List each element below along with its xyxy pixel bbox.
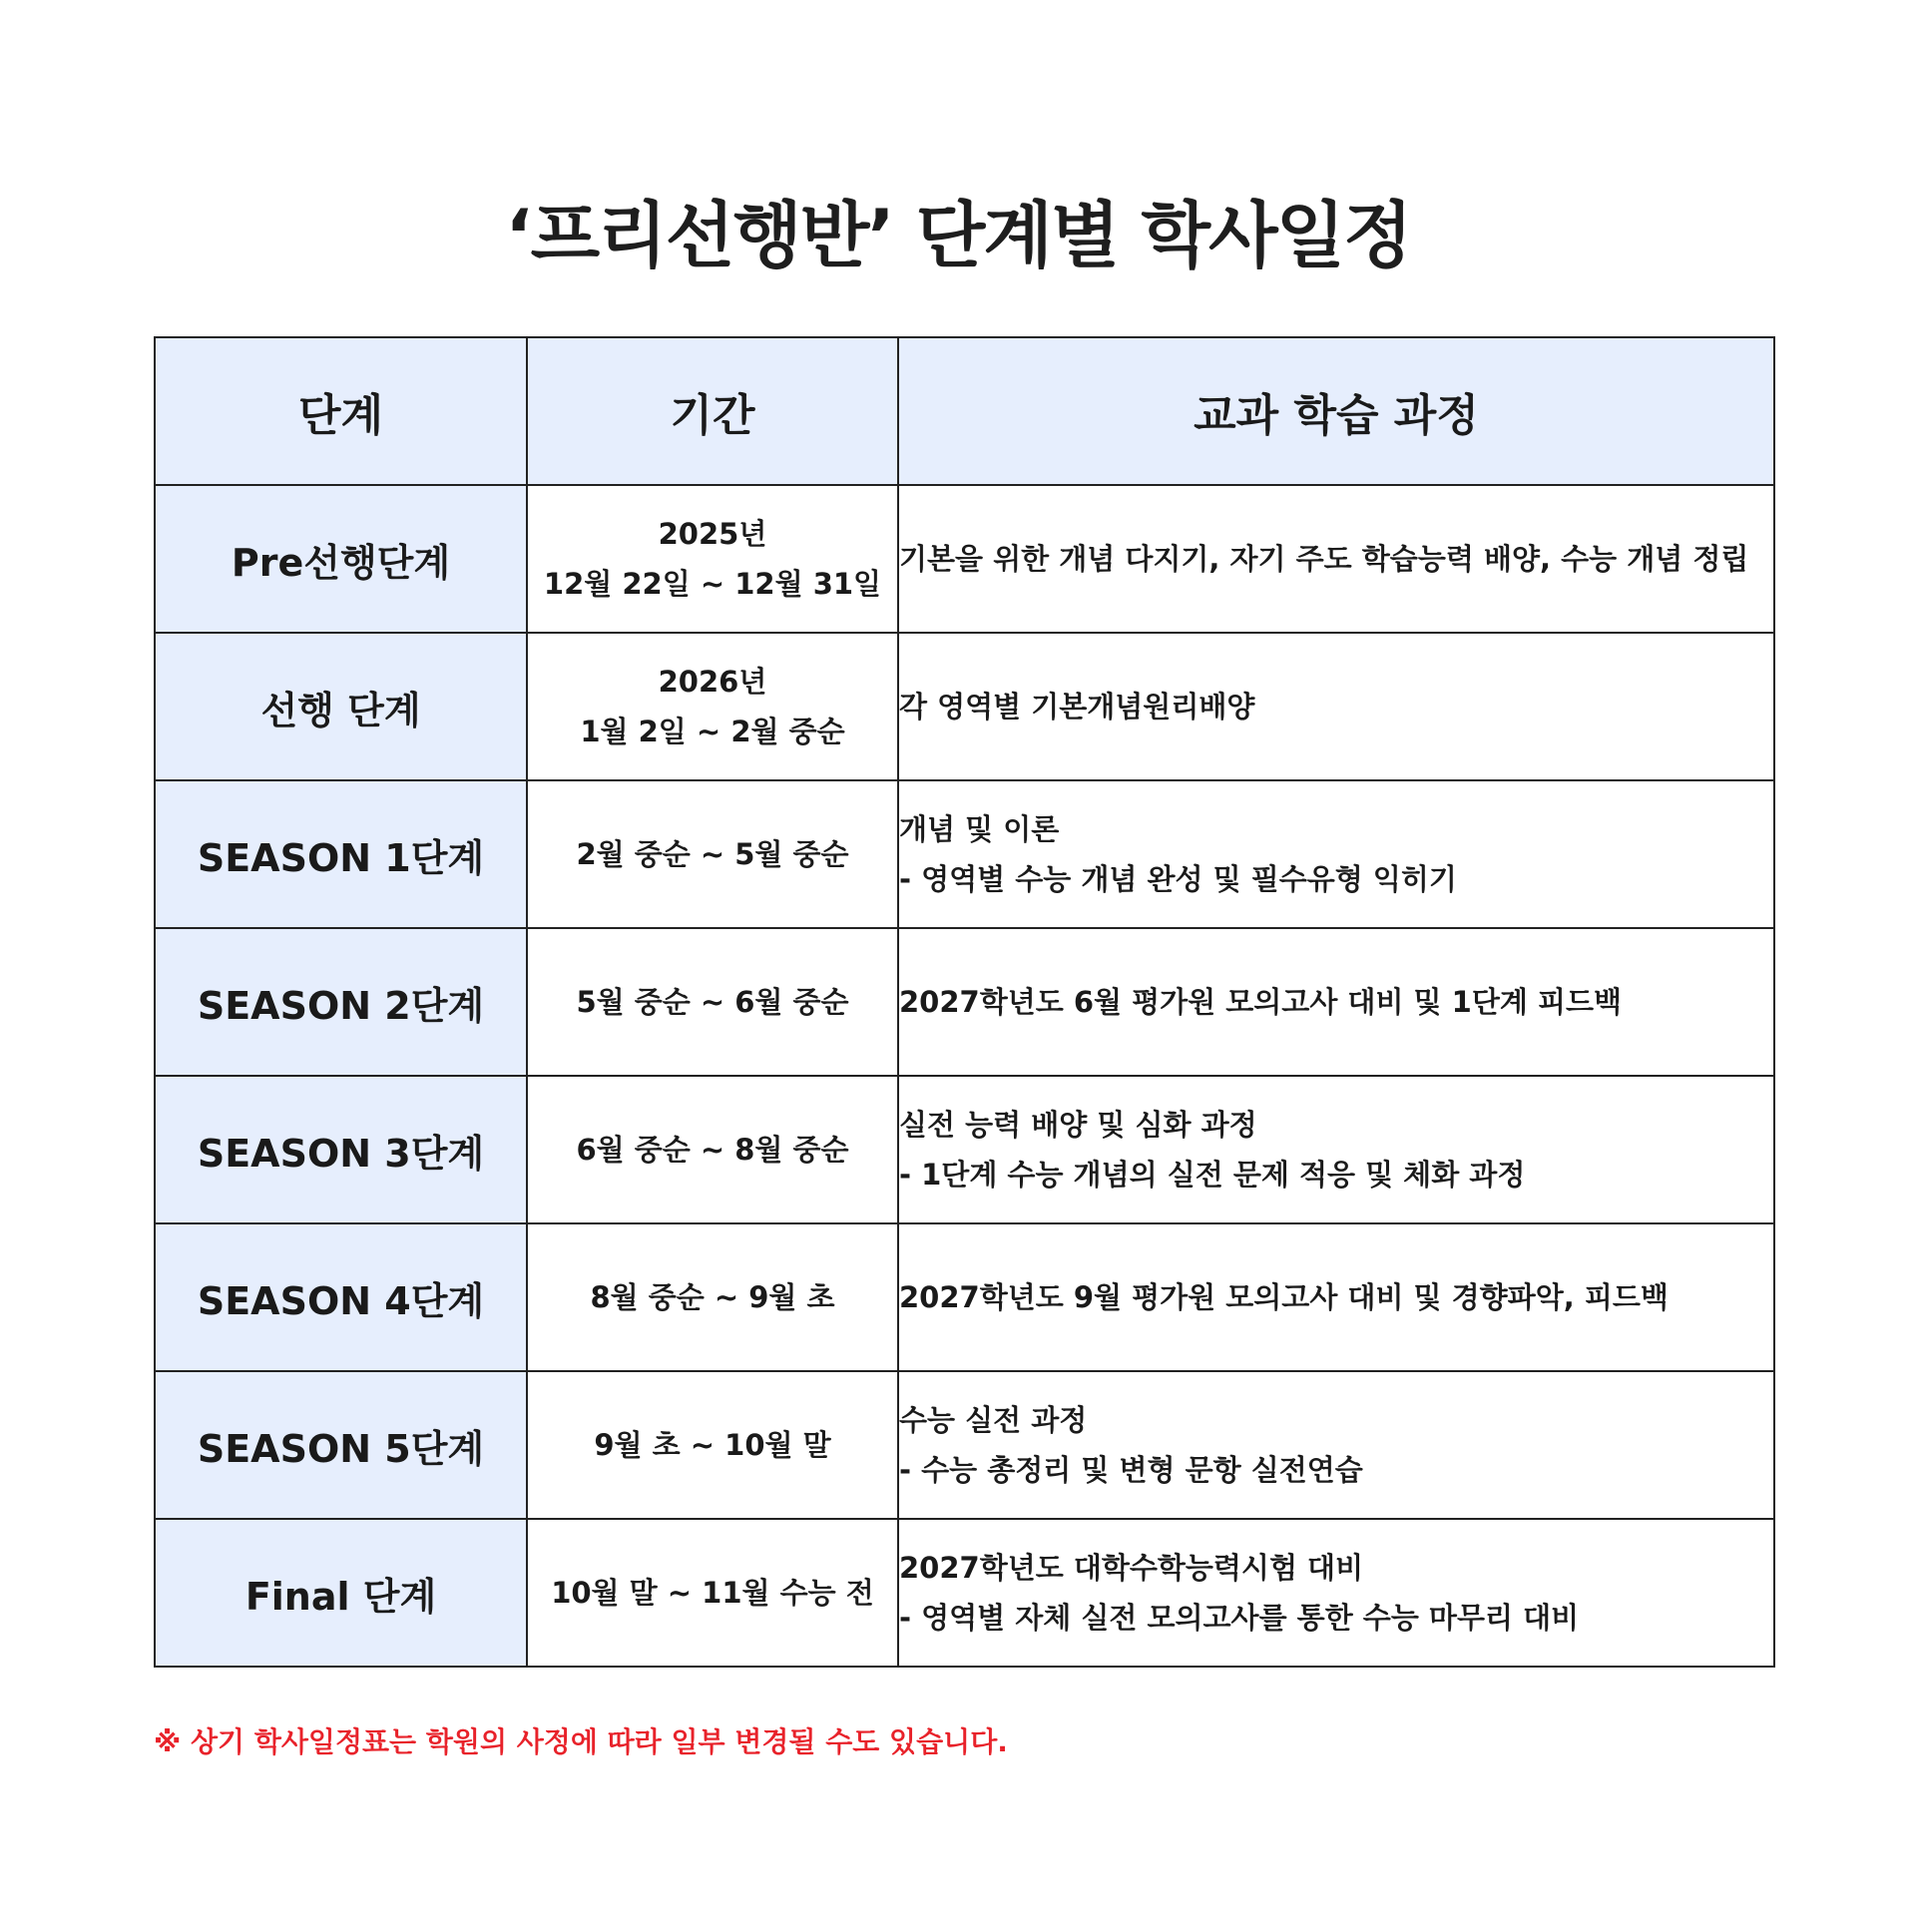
course-line: - 영역별 자체 실전 모의고사를 통한 수능 마무리 대비	[899, 1601, 1580, 1635]
table-header	[155, 337, 1774, 485]
period-line: 12월 22일 ~ 12월 31일	[543, 567, 882, 601]
table-row	[155, 780, 1774, 928]
page-title: ‘프리선행반’ 단계별 학사일정	[505, 194, 1411, 277]
period-cell	[527, 780, 898, 928]
stage-cell: SEASON 2단계	[155, 928, 527, 1076]
period-line: 5월 중순 ~ 6월 중순	[576, 985, 849, 1019]
course-line: 각 영역별 기본개념원리배양	[899, 690, 1255, 724]
header-course: 교과 학습 과정	[898, 337, 1774, 485]
course-cell	[898, 1519, 1774, 1667]
period-line: 8월 중순 ~ 9월 초	[590, 1280, 835, 1314]
course-line: 2027학년도 대학수학능력시험 대비	[899, 1551, 1364, 1585]
header-row	[155, 337, 1774, 485]
table-row	[155, 1076, 1774, 1223]
table-row	[155, 1519, 1774, 1667]
course-line: 2027학년도 6월 평가원 모의고사 대비 및 1단계 피드백	[899, 985, 1623, 1019]
table-row	[155, 633, 1774, 780]
course-line: 기본을 위한 개념 다지기, 자기 주도 학습능력 배양, 수능 개념 정립	[899, 542, 1749, 576]
period-line: 2026년	[658, 665, 767, 699]
course-line: 2027학년도 9월 평가원 모의고사 대비 및 경향파악, 피드백	[899, 1280, 1669, 1314]
course-cell	[898, 928, 1774, 1076]
period-cell	[527, 1519, 898, 1667]
table-row	[155, 928, 1774, 1076]
course-line: 수능 실전 과정	[899, 1403, 1088, 1437]
stage-cell: SEASON 4단계	[155, 1223, 527, 1371]
period-cell	[527, 1371, 898, 1519]
course-cell	[898, 1223, 1774, 1371]
course-line: - 영역별 수능 개념 완성 및 필수유형 익히기	[899, 862, 1457, 896]
course-line: - 1단계 수능 개념의 실전 문제 적응 및 체화 과정	[899, 1158, 1526, 1192]
table-row	[155, 1371, 1774, 1519]
course-cell	[898, 633, 1774, 780]
stage-cell: Final 단계	[155, 1519, 527, 1667]
period-line: 9월 초 ~ 10월 말	[594, 1428, 831, 1462]
schedule-table	[154, 336, 1775, 1668]
stage-cell: SEASON 1단계	[155, 780, 527, 928]
period-cell	[527, 633, 898, 780]
header-period: 기간	[527, 337, 898, 485]
period-cell	[527, 485, 898, 633]
course-cell	[898, 1076, 1774, 1223]
table-body	[155, 485, 1774, 1667]
period-cell	[527, 1223, 898, 1371]
stage-cell: Pre선행단계	[155, 485, 527, 633]
course-cell	[898, 485, 1774, 633]
stage-cell: SEASON 5단계	[155, 1371, 527, 1519]
period-line: 6월 중순 ~ 8월 중순	[576, 1133, 849, 1167]
stage-cell: SEASON 3단계	[155, 1076, 527, 1223]
course-cell	[898, 1371, 1774, 1519]
header-stage: 단계	[155, 337, 527, 485]
course-line: 실전 능력 배양 및 심화 과정	[899, 1108, 1257, 1142]
period-cell	[527, 928, 898, 1076]
stage-cell: 선행 단계	[155, 633, 527, 780]
schedule-change-notice: ※ 상기 학사일정표는 학원의 사정에 따라 일부 변경될 수도 있습니다.	[154, 1725, 1008, 1758]
period-line: 2025년	[658, 517, 767, 551]
table-row	[155, 485, 1774, 633]
course-cell	[898, 780, 1774, 928]
table-row	[155, 1223, 1774, 1371]
period-line: 1월 2일 ~ 2월 중순	[580, 715, 845, 748]
period-line: 10월 말 ~ 11월 수능 전	[551, 1576, 874, 1610]
course-line: - 수능 총정리 및 변형 문항 실전연습	[899, 1453, 1363, 1487]
period-cell	[527, 1076, 898, 1223]
period-line: 2월 중순 ~ 5월 중순	[576, 837, 849, 871]
course-line: 개념 및 이론	[899, 812, 1060, 846]
